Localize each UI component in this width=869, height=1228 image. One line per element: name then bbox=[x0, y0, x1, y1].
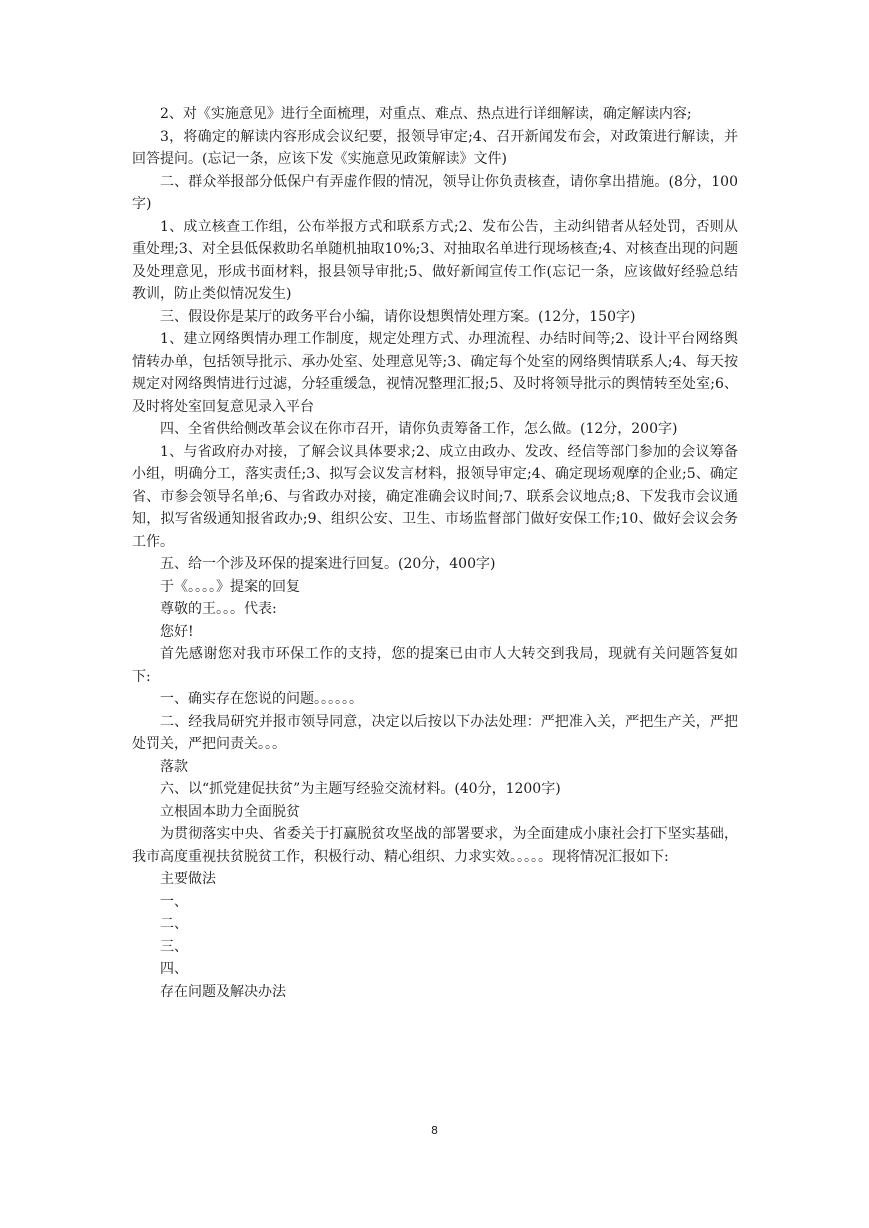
paragraph-1: 2、对《实施意见》进行全面梳理，对重点、难点、热点进行详细解读，确定解读内容; bbox=[160, 106, 692, 122]
essay-intro: 为贯彻落实中央、省委关于打赢脱贫攻坚战的部署要求，为全面建成小康社会打下坚实基础，我市高度重视扶贫脱贫工作，积极行动、精心组织、力求实效。。。。。现将情况汇报如下: bbox=[132, 826, 738, 865]
question-6-heading: 六、以“抓党建促扶贫”为主题写经验交流材料。(40分，1200字) bbox=[160, 781, 561, 797]
reply-point-2: 二、经我局研究并报市领导同意，决定以后按以下办法处理：严把准入关，严把生产关，严把处罚关，严把问责关。。。 bbox=[132, 713, 738, 752]
reply-point-1: 一、确实存在您说的问题。。。。。。 bbox=[160, 691, 363, 707]
page-number: 8 bbox=[431, 1124, 438, 1137]
list-item-3: 三、 bbox=[160, 938, 188, 955]
list-item-2: 二、 bbox=[160, 916, 188, 932]
list-item-4: 四、 bbox=[160, 961, 188, 977]
document-body bbox=[132, 103, 738, 1003]
question-4-answer: 1、与省政府办对接，了解会议具体要求;2、成立由政办、发改、经信等部门参加的会议筹备小组，明确分工，落实责任;3、拟写会议发言材料，报领导审定;4、确定现场观摩的企业;5、确定省、市参会领导名单;6、与省政办对接，确定准确会议时间;7、联系会议地点;8、下发我市会议通知，拟写省级通知报省政办;9、组织公安、卫生、市场监督部门做好安保工作;10、做好会议会务工作。 bbox=[132, 443, 738, 550]
question-3-answer: 1、建立网络舆情办理工作制度，规定处理方式、办理流程、办结时间等;2、设计平台网络舆情转办单，包括领导批示、承办处室、处理意见等;3、确定每个处室的网络舆情联系人;4、每天按规定对网络舆情进行过滤，分轻重缓急，视情况整理汇报;5、及时将领导批示的舆情转至处室;6、及时将处室回复意见录入平台 bbox=[132, 331, 738, 415]
list-item-1: 一、 bbox=[160, 893, 188, 910]
question-2-answer: 1、成立核查工作组，公布举报方式和联系方式;2、发布公告，主动纠错者从轻处罚，否则从重处理;3、对全县低保救助名单随机抽取10%;3、对抽取名单进行现场核查;4、对核查出现的问题及处理意见，形成书面材料，报县领导审批;5、做好新闻宣传工作(忘记一条，应该做好经验总结教训，防止类似情况发生) bbox=[132, 218, 738, 302]
reply-signature: 落款 bbox=[160, 758, 188, 775]
question-4-heading: 四、全省供给侧改革会议在你市召开，请你负责筹备工作，怎么做。(12分，200字) bbox=[160, 421, 678, 437]
section-problems-solutions: 存在问题及解决办法 bbox=[160, 983, 286, 1000]
essay-title: 立根固本助力全面脱贫 bbox=[160, 803, 300, 820]
paragraph-2: 3，将确定的解读内容形成会议纪要，报领导审定;4、召开新闻发布会，对政策进行解读，并回答提问。(忘记一条，应该下发《实施意见政策解读》文件) bbox=[132, 128, 738, 167]
question-2-heading: 二、群众举报部分低保户有弄虚作假的情况，领导让你负责核查，请你拿出措施。(8分，100字) bbox=[132, 173, 738, 212]
section-main-practices: 主要做法 bbox=[160, 871, 216, 887]
question-3-heading: 三、假设你是某厅的政务平台小编，请你设想舆情处理方案。(12分，150字) bbox=[160, 308, 636, 325]
reply-title: 于《。。。。》提案的回复 bbox=[160, 578, 300, 595]
reply-salutation: 尊敬的王。。。代表: bbox=[160, 601, 277, 617]
reply-intro: 首先感谢您对我市环保工作的支持，您的提案已由市人大转交到我局，现就有关问题答复如下: bbox=[132, 646, 738, 685]
reply-greeting: 您好! bbox=[160, 623, 194, 640]
question-5-heading: 五、给一个涉及环保的提案进行回复。(20分，400字) bbox=[160, 556, 496, 572]
